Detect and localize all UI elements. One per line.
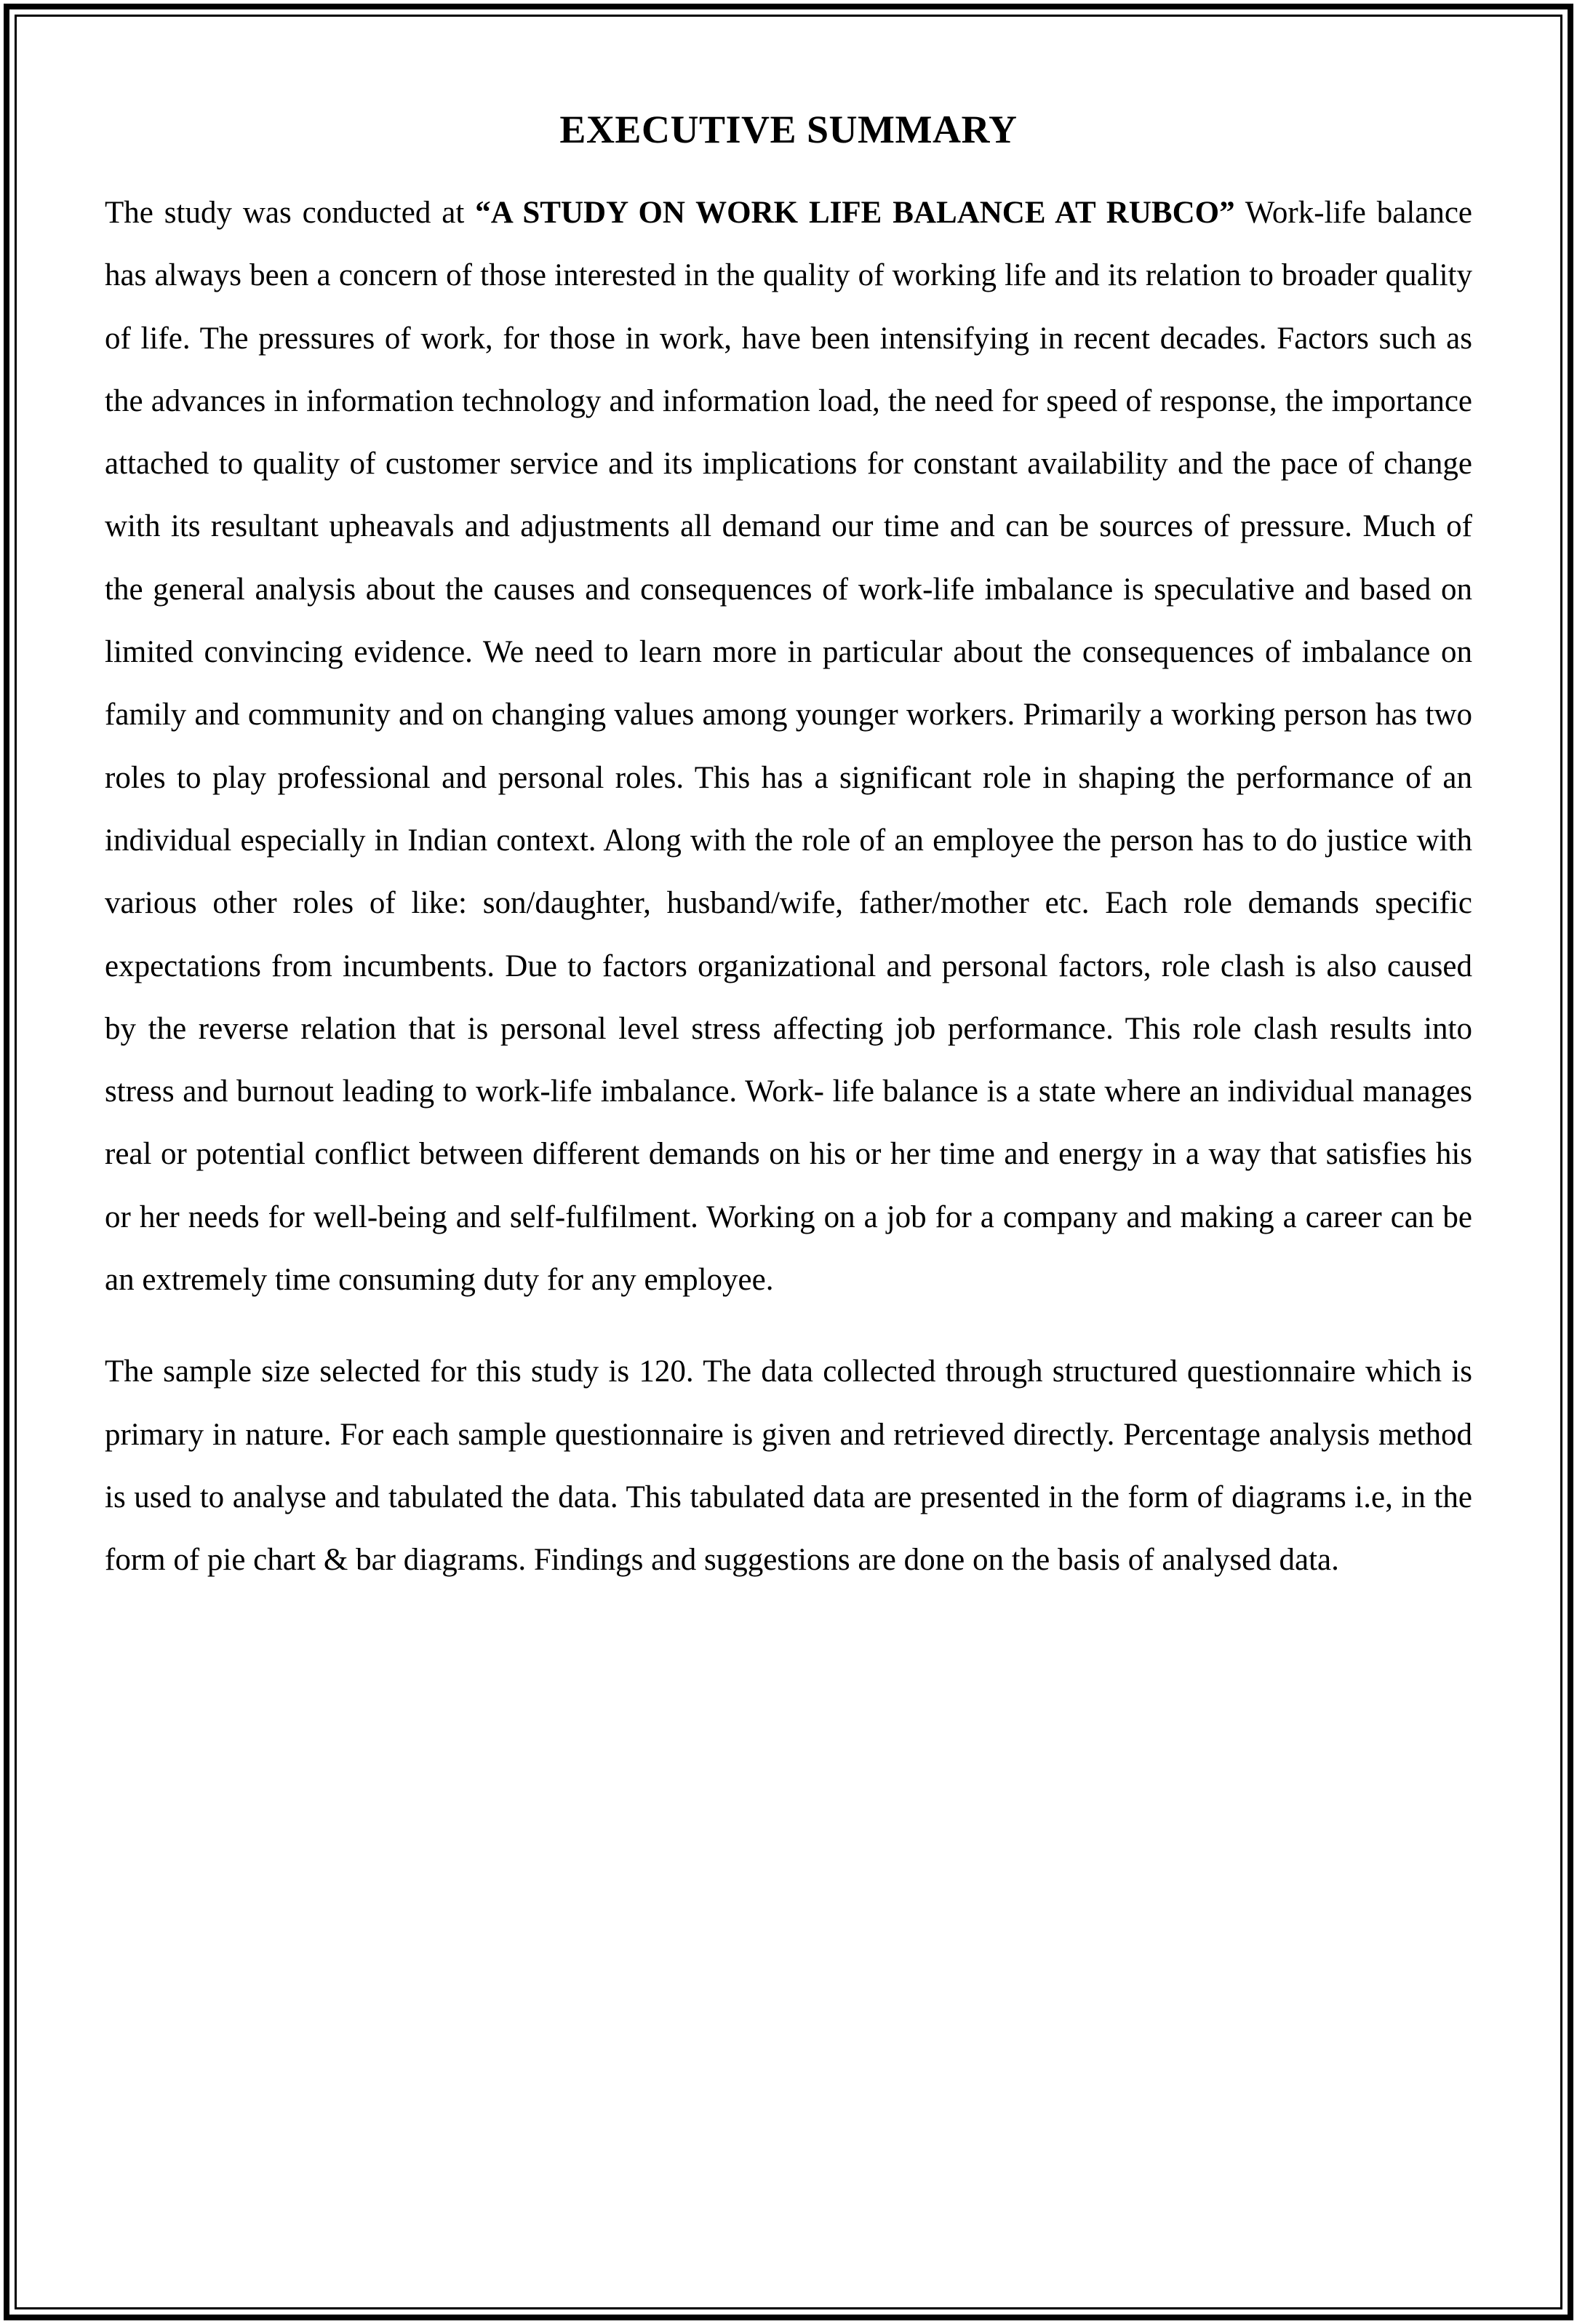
page-title: EXECUTIVE SUMMARY: [559, 108, 1018, 151]
introduction-body: Work-life balance has always been a concern of those interested in the quality of working life and its relation to broader quality of life. The pressures of work, for those in work, have been intensifying in recent decades. Factors such as the advances in information technology and information load, the need for speed of response, the importance attached to quality of customer service and its implications for constant availability and the pace of change with its resultant upheavals and adjustments all demand our time and can be sources of pressure. Much of the general analysis about the causes and consequences of work-life imbalance is speculative and based on limited convincing evidence. We need to learn more in particular about the consequences of imbalance on family and community and on changing values among younger workers. Primarily a working person has two roles to play professional and personal roles. This has a significant role in shaping the performance of an individual especially in Indian context. Along with the role of an employee the person has to do justice with various other roles of like: son/daughter, husband/wife, father/mother etc. Each role demands specific expectations from incumbents. Due to factors organizational and personal factors, role clash is also caused by the reverse relation that is personal level stress affecting job performance. This role clash results into stress and burnout leading to work-life imbalance. Work- life balance is a state where an individual manages real or potential conflict between different demands on his or her time and energy in a way that satisfies his or her needs for well-being and self-fulfilment. Working on a job for a company and making a career can be an extremely time consuming duty for any employee.: [105, 196, 1473, 1298]
intro-text: The study was conducted at: [105, 196, 476, 230]
paragraph-introduction: [105, 182, 1472, 1311]
page-content: [105, 100, 1472, 1592]
paragraph-methodology: The sample size selected for this study is 120. The data collected through structured questionnaire which is primary in nature. For each sample questionnaire is given and retrieved directly. Percentage analysis method is used to analyse and tabulated the data. This tabulated data are presented in the form of diagrams i.e, in the form of pie chart & bar diagrams. Findings and suggestions are done on the basis of analysed data.: [105, 1354, 1472, 1578]
study-title: “A STUDY ON WORK LIFE BALANCE AT RUBCO”: [475, 196, 1235, 230]
